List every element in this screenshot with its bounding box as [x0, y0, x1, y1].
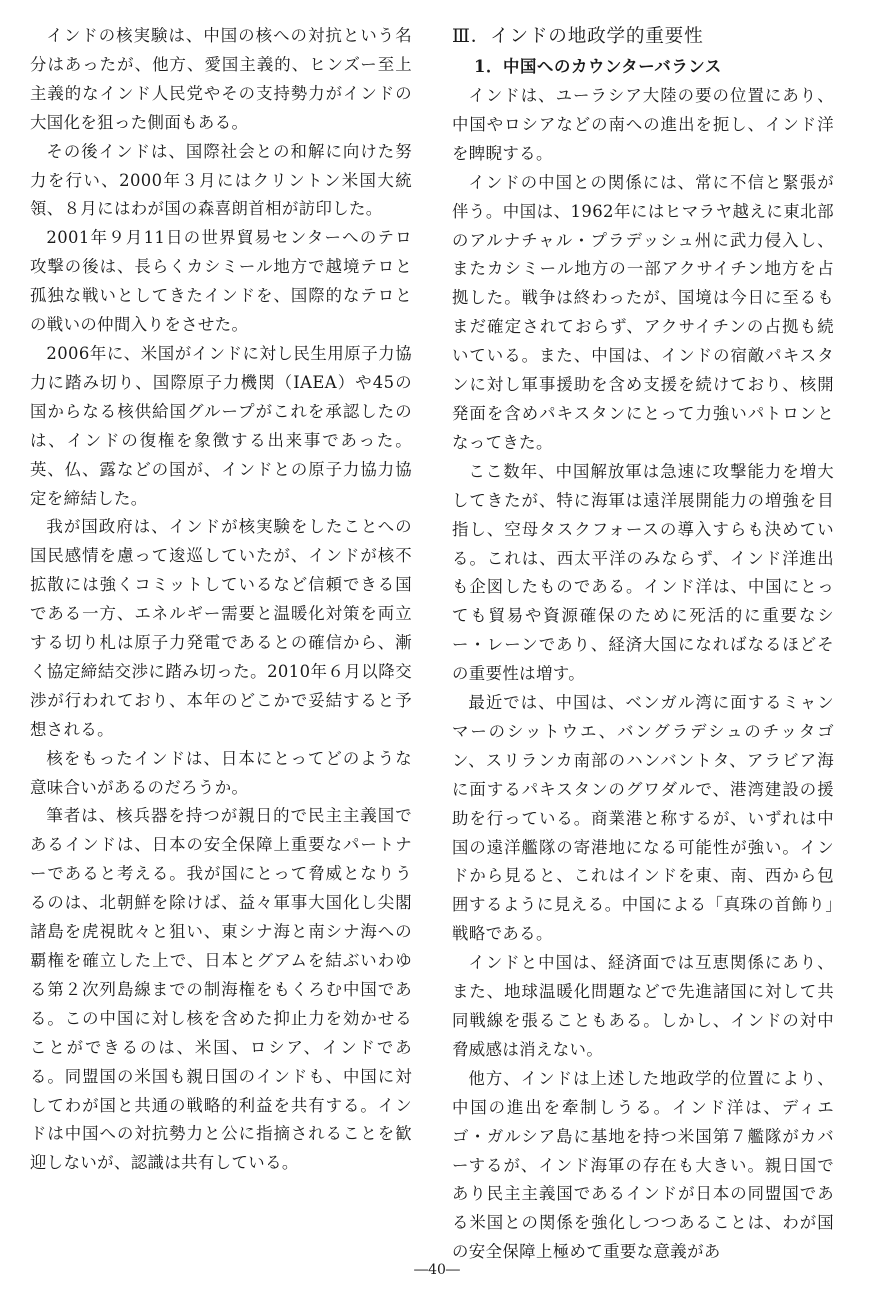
body-paragraph: インドと中国は、経済面では互恵関係にあり、また、地球温暖化問題などで先進諸国に対して共同戦線を張ることもある。しかし、インドの対中脅威感は消えない。 — [452, 953, 834, 1059]
body-paragraph: 筆者は、核兵器を持つが親日的で民主主義国であるインドは、日本の安全保障上重要なパートナーであると考える。我が国にとって脅威となりうるのは、北朝鮮を除けば、益々軍事大国化し尖閣諸島を虎視眈々と狙い、東シナ海と南シナ海への覇権を確立した上で、日本とグアムを結ぶいわゆる第２次列島線までの制海権をもくろむ中国である。この中国に対し核を含めた抑止力を効かせることができるのは、米国、ロシア、インドである。同盟国の米国も親日国のインドも、中国に対してわが国と共通の戦略的利益を共有する。インドは中国への対抗勢力と公に指摘されることを歓迎しないが、認識は共有している。 — [30, 806, 412, 1173]
section-heading: Ⅲ．インドの地政学的重要性 — [452, 26, 704, 47]
body-paragraph: インドの核実験は、中国の核への対抗という名分はあったが、他方、愛国主義的、ヒンズー至上主義的なインド人民党やその支持勢力がインドの大国化を狙った側面もある。 — [30, 26, 412, 132]
subsection-heading: 1．中国へのカウンターバランス — [474, 57, 722, 76]
body-paragraph: ここ数年、中国解放軍は急速に攻撃能力を増大してきたが、特に海軍は遠洋展開能力の増強を目指し、空母タスクフォースの導入すらも決めている。これは、西太平洋のみならず、インド洋進出も企図したものである。インド洋は、中国にとっても貿易や資源確保のために死活的に重要なシー・レーンであり、経済大国になればなるほどその重要性は増す。 — [452, 461, 834, 684]
body-paragraph: 他方、インドは上述した地政学的位置により、中国の進出を牽制しうる。インド洋は、ディエゴ・ガルシア島に基地を持つ米国第７艦隊がカバーするが、インド海軍の存在も大きい。親日国であり民主主義国であるインドが日本の同盟国である米国との関係を強化しつつあることは、わが国の安全保障上極めて重要な意義があ — [452, 1068, 834, 1262]
body-paragraph: 核をもったインドは、日本にとってどのような意味合いがあるのだろうか。 — [30, 748, 412, 797]
left-column — [30, 22, 412, 1178]
page-number: ―40― — [414, 1262, 460, 1278]
body-paragraph: 最近では、中国は、ベンガル湾に面するミャンマーのシットウエ、バングラデシュのチッタゴン、スリランカ南部のハンバントタ、アラビア海に面するパキスタンのグワダルで、港湾建設の援助を行っている。商業港と称するが、いずれは中国の遠洋艦隊の寄港地になる可能性が強い。インドから見ると、これはインドを東、南、西から包囲するように見える。中国による「真珠の首飾り」戦略である。 — [452, 693, 834, 944]
body-paragraph: 我が国政府は、インドが核実験をしたことへの国民感情を慮って逡巡していたが、インドが核不拡散には強くコミットしているなど信頼できる国である一方、エネルギー需要と温暖化対策を両立する切り札は原子力発電であるとの確信から、漸く協定締結交渉に踏み切った。2010年６月以降交渉が行われており、本年のどこかで妥結すると予想される。 — [30, 517, 412, 739]
body-paragraph: 2001年９月11日の世界貿易センターへのテロ攻撃の後は、長らくカシミール地方で越境テロと孤独な戦いとしてきたインドを、国際的なテロとの戦いの仲間入りをさせた。 — [30, 228, 412, 335]
body-paragraph: インドの中国との関係には、常に不信と緊張が伴う。中国は、1962年にはヒマラヤ越えに東北部のアルナチャル・プラデッシュ州に武力侵入し、またカシミール地方の一部アクサイチン地方を占拠した。戦争は終わったが、国境は今日に至るもまだ確定されておらず、アクサイチンの占拠も続いている。また、中国は、インドの宿敵パキスタンに対し軍事援助を含め支援を続けており、核開発面を含めパキスタンにとって力強いパトロンとなってきた。 — [452, 172, 834, 452]
body-paragraph: 2006年に、米国がインドに対し民生用原子力協力に踏み切り、国際原子力機関（IAEA）や45の国からなる核供給国グループがこれを承認したのは、インドの復権を象徴する出来事であった。英、仏、露などの国が、インドとの原子力協力協定を締結した。 — [30, 343, 412, 508]
body-paragraph: インドは、ユーラシア大陸の要の位置にあり、中国やロシアなどの南への進出を扼し、インド洋を睥睨する。 — [452, 86, 834, 163]
right-column — [452, 22, 834, 1267]
body-paragraph: その後インドは、国際社会との和解に向けた努力を行い、2000年３月にはクリントン米国大統領、８月にはわが国の森喜朗首相が訪印した。 — [30, 141, 412, 219]
